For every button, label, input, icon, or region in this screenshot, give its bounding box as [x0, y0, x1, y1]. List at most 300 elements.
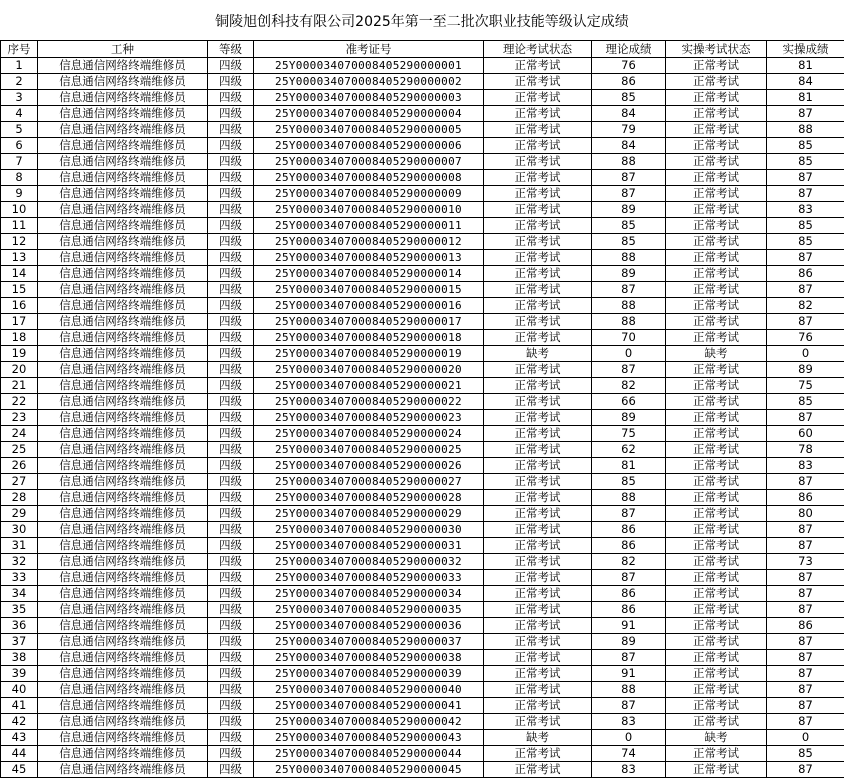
cell-practical-score: 85 [767, 234, 844, 250]
cell-index: 44 [1, 746, 38, 762]
header-row [1, 41, 844, 58]
table-row [1, 362, 844, 378]
cell-theory-status: 正常考试 [484, 394, 592, 410]
cell-theory-score: 91 [592, 666, 666, 682]
cell-practical-status: 正常考试 [666, 474, 767, 490]
cell-level: 四级 [208, 138, 254, 154]
cell-theory-score: 82 [592, 554, 666, 570]
cell-index: 37 [1, 634, 38, 650]
table-row [1, 90, 844, 106]
cell-level: 四级 [208, 474, 254, 490]
cell-practical-status: 正常考试 [666, 426, 767, 442]
cell-job-type: 信息通信网络终端维修员 [38, 90, 208, 106]
cell-level: 四级 [208, 282, 254, 298]
cell-level: 四级 [208, 266, 254, 282]
cell-job-type: 信息通信网络终端维修员 [38, 106, 208, 122]
cell-theory-status: 正常考试 [484, 330, 592, 346]
cell-theory-score: 85 [592, 218, 666, 234]
cell-admission-number: 25Y000034070008405290000030 [254, 522, 484, 538]
cell-theory-status: 正常考试 [484, 618, 592, 634]
cell-theory-status: 正常考试 [484, 458, 592, 474]
cell-practical-score: 87 [767, 666, 844, 682]
cell-job-type: 信息通信网络终端维修员 [38, 442, 208, 458]
cell-practical-score: 87 [767, 698, 844, 714]
cell-practical-status: 正常考试 [666, 138, 767, 154]
cell-job-type: 信息通信网络终端维修员 [38, 170, 208, 186]
cell-practical-score: 60 [767, 426, 844, 442]
cell-index: 23 [1, 410, 38, 426]
cell-practical-status: 正常考试 [666, 234, 767, 250]
table-row [1, 218, 844, 234]
cell-practical-score: 0 [767, 346, 844, 362]
cell-level: 四级 [208, 74, 254, 90]
cell-theory-score: 86 [592, 74, 666, 90]
cell-practical-status: 正常考试 [666, 394, 767, 410]
cell-index: 21 [1, 378, 38, 394]
cell-theory-score: 88 [592, 490, 666, 506]
cell-theory-score: 89 [592, 410, 666, 426]
cell-practical-status: 正常考试 [666, 314, 767, 330]
table-row [1, 138, 844, 154]
cell-practical-score: 88 [767, 122, 844, 138]
cell-practical-score: 78 [767, 442, 844, 458]
cell-practical-score: 86 [767, 490, 844, 506]
cell-index: 28 [1, 490, 38, 506]
cell-admission-number: 25Y000034070008405290000007 [254, 154, 484, 170]
cell-theory-score: 87 [592, 170, 666, 186]
cell-theory-score: 86 [592, 586, 666, 602]
cell-theory-score: 88 [592, 250, 666, 266]
cell-admission-number: 25Y000034070008405290000045 [254, 762, 484, 778]
cell-job-type: 信息通信网络终端维修员 [38, 618, 208, 634]
cell-level: 四级 [208, 586, 254, 602]
cell-theory-score: 66 [592, 394, 666, 410]
cell-practical-score: 87 [767, 682, 844, 698]
cell-level: 四级 [208, 394, 254, 410]
cell-practical-status: 正常考试 [666, 618, 767, 634]
cell-practical-status: 缺考 [666, 346, 767, 362]
cell-theory-score: 85 [592, 234, 666, 250]
cell-level: 四级 [208, 154, 254, 170]
cell-index: 17 [1, 314, 38, 330]
cell-theory-score: 84 [592, 138, 666, 154]
cell-admission-number: 25Y000034070008405290000010 [254, 202, 484, 218]
cell-theory-score: 87 [592, 698, 666, 714]
cell-practical-status: 正常考试 [666, 154, 767, 170]
cell-index: 25 [1, 442, 38, 458]
cell-theory-status: 正常考试 [484, 698, 592, 714]
cell-admission-number: 25Y000034070008405290000038 [254, 650, 484, 666]
cell-level: 四级 [208, 634, 254, 650]
cell-theory-status: 正常考试 [484, 250, 592, 266]
cell-theory-status: 正常考试 [484, 666, 592, 682]
cell-admission-number: 25Y000034070008405290000012 [254, 234, 484, 250]
cell-theory-score: 87 [592, 186, 666, 202]
header-job-type: 工种 [38, 41, 208, 58]
cell-practical-status: 正常考试 [666, 266, 767, 282]
cell-practical-score: 89 [767, 362, 844, 378]
cell-theory-status: 正常考试 [484, 634, 592, 650]
cell-theory-status: 正常考试 [484, 538, 592, 554]
table-row [1, 314, 844, 330]
cell-job-type: 信息通信网络终端维修员 [38, 122, 208, 138]
cell-admission-number: 25Y000034070008405290000037 [254, 634, 484, 650]
cell-theory-score: 88 [592, 682, 666, 698]
cell-theory-score: 89 [592, 202, 666, 218]
table-row [1, 298, 844, 314]
cell-job-type: 信息通信网络终端维修员 [38, 202, 208, 218]
cell-theory-status: 正常考试 [484, 298, 592, 314]
cell-admission-number: 25Y000034070008405290000004 [254, 106, 484, 122]
table-row [1, 154, 844, 170]
cell-index: 38 [1, 650, 38, 666]
cell-job-type: 信息通信网络终端维修员 [38, 538, 208, 554]
table-row [1, 650, 844, 666]
table-row [1, 122, 844, 138]
cell-practical-score: 82 [767, 298, 844, 314]
cell-index: 27 [1, 474, 38, 490]
cell-practical-score: 87 [767, 602, 844, 618]
results-table [0, 40, 844, 778]
cell-theory-status: 正常考试 [484, 170, 592, 186]
header-index: 序号 [1, 41, 38, 58]
cell-job-type: 信息通信网络终端维修员 [38, 522, 208, 538]
cell-index: 42 [1, 714, 38, 730]
cell-job-type: 信息通信网络终端维修员 [38, 218, 208, 234]
cell-practical-status: 正常考试 [666, 634, 767, 650]
cell-admission-number: 25Y000034070008405290000044 [254, 746, 484, 762]
table-row [1, 522, 844, 538]
cell-job-type: 信息通信网络终端维修员 [38, 586, 208, 602]
table-row [1, 202, 844, 218]
cell-theory-status: 正常考试 [484, 650, 592, 666]
cell-practical-score: 76 [767, 330, 844, 346]
cell-theory-score: 81 [592, 458, 666, 474]
cell-theory-score: 87 [592, 650, 666, 666]
cell-theory-status: 正常考试 [484, 202, 592, 218]
cell-theory-status: 正常考试 [484, 554, 592, 570]
table-row [1, 618, 844, 634]
cell-job-type: 信息通信网络终端维修员 [38, 394, 208, 410]
cell-admission-number: 25Y000034070008405290000003 [254, 90, 484, 106]
cell-job-type: 信息通信网络终端维修员 [38, 282, 208, 298]
cell-practical-status: 正常考试 [666, 218, 767, 234]
cell-level: 四级 [208, 234, 254, 250]
cell-practical-score: 87 [767, 170, 844, 186]
cell-index: 24 [1, 426, 38, 442]
table-row [1, 170, 844, 186]
cell-job-type: 信息通信网络终端维修员 [38, 154, 208, 170]
cell-theory-score: 70 [592, 330, 666, 346]
cell-index: 18 [1, 330, 38, 346]
cell-index: 35 [1, 602, 38, 618]
table-row [1, 474, 844, 490]
cell-level: 四级 [208, 538, 254, 554]
cell-job-type: 信息通信网络终端维修员 [38, 378, 208, 394]
cell-practical-score: 85 [767, 218, 844, 234]
cell-level: 四级 [208, 106, 254, 122]
cell-index: 39 [1, 666, 38, 682]
cell-level: 四级 [208, 650, 254, 666]
cell-theory-status: 正常考试 [484, 266, 592, 282]
cell-practical-score: 87 [767, 650, 844, 666]
cell-practical-status: 正常考试 [666, 90, 767, 106]
cell-practical-score: 84 [767, 74, 844, 90]
cell-practical-score: 87 [767, 106, 844, 122]
cell-theory-status: 正常考试 [484, 426, 592, 442]
cell-admission-number: 25Y000034070008405290000008 [254, 170, 484, 186]
cell-level: 四级 [208, 714, 254, 730]
cell-theory-score: 85 [592, 90, 666, 106]
cell-practical-score: 86 [767, 266, 844, 282]
cell-admission-number: 25Y000034070008405290000032 [254, 554, 484, 570]
table-row [1, 730, 844, 746]
cell-admission-number: 25Y000034070008405290000011 [254, 218, 484, 234]
cell-job-type: 信息通信网络终端维修员 [38, 490, 208, 506]
cell-index: 7 [1, 154, 38, 170]
cell-index: 2 [1, 74, 38, 90]
cell-level: 四级 [208, 730, 254, 746]
cell-admission-number: 25Y000034070008405290000002 [254, 74, 484, 90]
cell-index: 5 [1, 122, 38, 138]
cell-practical-status: 正常考试 [666, 442, 767, 458]
cell-level: 四级 [208, 570, 254, 586]
cell-practical-score: 85 [767, 746, 844, 762]
cell-theory-score: 87 [592, 506, 666, 522]
table-row [1, 106, 844, 122]
cell-practical-status: 正常考试 [666, 378, 767, 394]
table-row [1, 250, 844, 266]
cell-admission-number: 25Y000034070008405290000022 [254, 394, 484, 410]
cell-theory-status: 正常考试 [484, 714, 592, 730]
cell-admission-number: 25Y000034070008405290000040 [254, 682, 484, 698]
cell-admission-number: 25Y000034070008405290000013 [254, 250, 484, 266]
table-row [1, 458, 844, 474]
cell-practical-status: 正常考试 [666, 554, 767, 570]
cell-admission-number: 25Y000034070008405290000019 [254, 346, 484, 362]
cell-admission-number: 25Y000034070008405290000021 [254, 378, 484, 394]
cell-job-type: 信息通信网络终端维修员 [38, 58, 208, 74]
cell-job-type: 信息通信网络终端维修员 [38, 698, 208, 714]
cell-job-type: 信息通信网络终端维修员 [38, 234, 208, 250]
cell-theory-score: 85 [592, 474, 666, 490]
cell-level: 四级 [208, 682, 254, 698]
cell-level: 四级 [208, 618, 254, 634]
table-row [1, 602, 844, 618]
cell-theory-status: 正常考试 [484, 682, 592, 698]
cell-practical-status: 正常考试 [666, 538, 767, 554]
cell-practical-score: 87 [767, 282, 844, 298]
cell-job-type: 信息通信网络终端维修员 [38, 666, 208, 682]
table-row [1, 490, 844, 506]
table-row [1, 586, 844, 602]
cell-job-type: 信息通信网络终端维修员 [38, 458, 208, 474]
cell-practical-score: 87 [767, 538, 844, 554]
cell-level: 四级 [208, 202, 254, 218]
cell-theory-score: 88 [592, 154, 666, 170]
cell-practical-status: 正常考试 [666, 682, 767, 698]
table-row [1, 426, 844, 442]
cell-admission-number: 25Y000034070008405290000043 [254, 730, 484, 746]
cell-practical-status: 正常考试 [666, 330, 767, 346]
cell-theory-status: 正常考试 [484, 282, 592, 298]
cell-practical-status: 正常考试 [666, 570, 767, 586]
table-row [1, 330, 844, 346]
cell-theory-status: 正常考试 [484, 378, 592, 394]
cell-practical-status: 正常考试 [666, 714, 767, 730]
cell-practical-status: 正常考试 [666, 746, 767, 762]
cell-job-type: 信息通信网络终端维修员 [38, 138, 208, 154]
cell-job-type: 信息通信网络终端维修员 [38, 506, 208, 522]
cell-index: 43 [1, 730, 38, 746]
cell-theory-status: 正常考试 [484, 442, 592, 458]
cell-practical-status: 正常考试 [666, 506, 767, 522]
cell-practical-status: 正常考试 [666, 650, 767, 666]
cell-index: 3 [1, 90, 38, 106]
cell-theory-status: 缺考 [484, 730, 592, 746]
cell-practical-status: 正常考试 [666, 458, 767, 474]
cell-theory-score: 89 [592, 266, 666, 282]
cell-theory-score: 62 [592, 442, 666, 458]
cell-admission-number: 25Y000034070008405290000042 [254, 714, 484, 730]
cell-practical-score: 81 [767, 58, 844, 74]
cell-level: 四级 [208, 506, 254, 522]
cell-theory-status: 缺考 [484, 346, 592, 362]
cell-index: 6 [1, 138, 38, 154]
cell-admission-number: 25Y000034070008405290000023 [254, 410, 484, 426]
cell-theory-score: 87 [592, 570, 666, 586]
cell-theory-status: 正常考试 [484, 586, 592, 602]
cell-admission-number: 25Y000034070008405290000033 [254, 570, 484, 586]
cell-practical-status: 正常考试 [666, 666, 767, 682]
cell-job-type: 信息通信网络终端维修员 [38, 634, 208, 650]
cell-theory-score: 91 [592, 618, 666, 634]
cell-practical-status: 正常考试 [666, 74, 767, 90]
cell-level: 四级 [208, 490, 254, 506]
cell-practical-score: 87 [767, 250, 844, 266]
cell-practical-score: 87 [767, 474, 844, 490]
cell-theory-status: 正常考试 [484, 58, 592, 74]
cell-practical-score: 87 [767, 186, 844, 202]
cell-index: 8 [1, 170, 38, 186]
cell-level: 四级 [208, 458, 254, 474]
cell-admission-number: 25Y000034070008405290000035 [254, 602, 484, 618]
cell-practical-status: 正常考试 [666, 522, 767, 538]
cell-practical-status: 正常考试 [666, 762, 767, 778]
cell-theory-score: 86 [592, 538, 666, 554]
cell-theory-status: 正常考试 [484, 602, 592, 618]
cell-theory-score: 84 [592, 106, 666, 122]
cell-theory-score: 0 [592, 346, 666, 362]
cell-theory-score: 89 [592, 634, 666, 650]
cell-practical-status: 正常考试 [666, 250, 767, 266]
cell-theory-score: 87 [592, 282, 666, 298]
cell-level: 四级 [208, 122, 254, 138]
cell-practical-status: 正常考试 [666, 186, 767, 202]
cell-practical-status: 正常考试 [666, 170, 767, 186]
table-row [1, 698, 844, 714]
cell-job-type: 信息通信网络终端维修员 [38, 730, 208, 746]
cell-theory-status: 正常考试 [484, 410, 592, 426]
table-row [1, 58, 844, 74]
cell-index: 1 [1, 58, 38, 74]
cell-theory-status: 正常考试 [484, 362, 592, 378]
cell-index: 41 [1, 698, 38, 714]
cell-theory-status: 正常考试 [484, 314, 592, 330]
cell-index: 14 [1, 266, 38, 282]
cell-practical-score: 87 [767, 410, 844, 426]
cell-practical-score: 75 [767, 378, 844, 394]
header-admission-number: 准考证号 [254, 41, 484, 58]
cell-index: 33 [1, 570, 38, 586]
cell-practical-status: 正常考试 [666, 298, 767, 314]
cell-admission-number: 25Y000034070008405290000029 [254, 506, 484, 522]
table-row [1, 714, 844, 730]
cell-practical-score: 80 [767, 506, 844, 522]
table-row [1, 346, 844, 362]
table-row [1, 538, 844, 554]
table-row [1, 234, 844, 250]
table-row [1, 282, 844, 298]
cell-level: 四级 [208, 298, 254, 314]
cell-theory-status: 正常考试 [484, 490, 592, 506]
cell-practical-status: 正常考试 [666, 490, 767, 506]
cell-practical-score: 87 [767, 522, 844, 538]
header-practical-score: 实操成绩 [767, 41, 844, 58]
document-title: 铜陵旭创科技有限公司2025年第一至二批次职业技能等级认定成绩 [0, 0, 844, 40]
cell-practical-score: 87 [767, 762, 844, 778]
table-row [1, 266, 844, 282]
cell-admission-number: 25Y000034070008405290000025 [254, 442, 484, 458]
cell-practical-score: 73 [767, 554, 844, 570]
table-row [1, 442, 844, 458]
cell-index: 10 [1, 202, 38, 218]
cell-level: 四级 [208, 170, 254, 186]
cell-index: 29 [1, 506, 38, 522]
cell-theory-score: 88 [592, 314, 666, 330]
cell-index: 11 [1, 218, 38, 234]
cell-admission-number: 25Y000034070008405290000006 [254, 138, 484, 154]
header-level: 等级 [208, 41, 254, 58]
cell-theory-status: 正常考试 [484, 522, 592, 538]
cell-practical-score: 86 [767, 618, 844, 634]
table-row [1, 570, 844, 586]
cell-admission-number: 25Y000034070008405290000039 [254, 666, 484, 682]
cell-theory-score: 74 [592, 746, 666, 762]
cell-theory-score: 75 [592, 426, 666, 442]
cell-level: 四级 [208, 186, 254, 202]
cell-level: 四级 [208, 410, 254, 426]
cell-index: 19 [1, 346, 38, 362]
cell-job-type: 信息通信网络终端维修员 [38, 554, 208, 570]
cell-level: 四级 [208, 666, 254, 682]
cell-practical-score: 87 [767, 714, 844, 730]
cell-practical-status: 正常考试 [666, 602, 767, 618]
cell-level: 四级 [208, 378, 254, 394]
cell-practical-status: 缺考 [666, 730, 767, 746]
cell-job-type: 信息通信网络终端维修员 [38, 474, 208, 490]
cell-level: 四级 [208, 90, 254, 106]
cell-level: 四级 [208, 522, 254, 538]
cell-index: 36 [1, 618, 38, 634]
cell-practical-status: 正常考试 [666, 282, 767, 298]
cell-index: 15 [1, 282, 38, 298]
cell-level: 四级 [208, 698, 254, 714]
cell-practical-status: 正常考试 [666, 410, 767, 426]
cell-theory-status: 正常考试 [484, 762, 592, 778]
cell-theory-score: 82 [592, 378, 666, 394]
cell-theory-score: 76 [592, 58, 666, 74]
